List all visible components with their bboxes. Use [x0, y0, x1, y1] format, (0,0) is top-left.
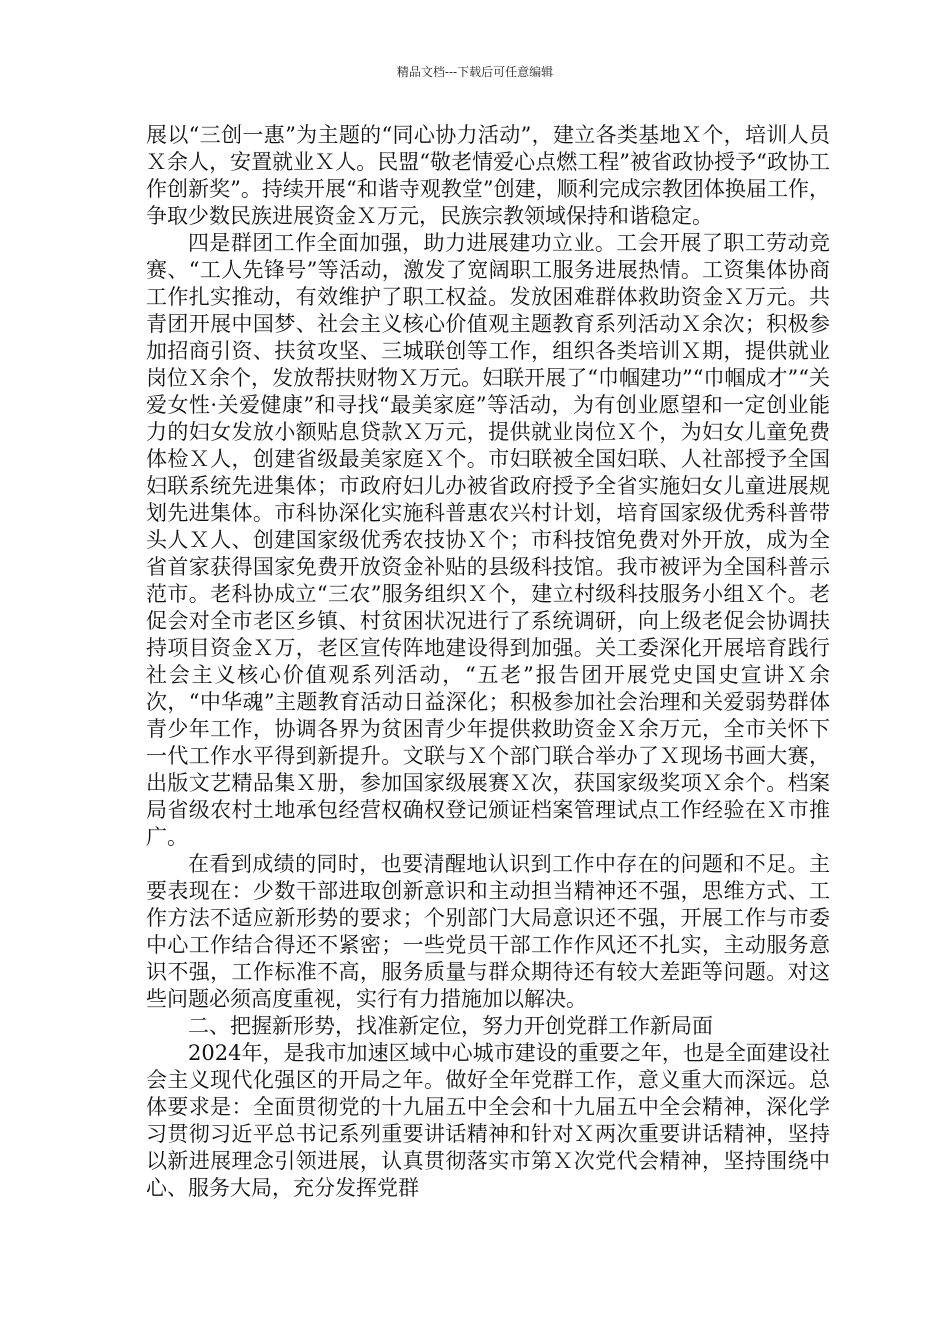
page-header [0, 64, 950, 80]
paragraph-mass-organizations: 四是群团工作全面加强，助力进展建功立业。工会开展了职工劳动竞赛、“工人先锋号”等活动，激发了宽阔职工服务进展热情。工资集体协商工作扎实推动，有效维护了职工权益。发放困难群体救助资金Ｘ万元。共青团开展中国梦、社会主义核心价值观主题教育系列活动Ｘ余次；积极参加招商引资、扶贫攻坚、三城联创等工作，组织各类培训Ｘ期，提供就业岗位Ｘ余个，发放帮扶财物Ｘ万元。妇联开展了“巾帼建功”“巾帼成才”“关爱女性·关爱健康”和寻找“最美家庭”等活动，为有创业愿望和一定创业能力的妇女发放小额贴息贷款Ｘ万元，提供就业岗位Ｘ个，为妇女儿童免费体检Ｘ人，创建省级最美家庭Ｘ个。市妇联被全国妇联、人社部授予全国妇联系统先进集体；市政府妇儿办被省政府授予全省实施妇女儿童进展规划先进集体。市科协深化实施科普惠农兴村计划，培育国家级优秀科普带头人Ｘ人、创建国家级优秀农技协Ｘ个；市科技馆免费对外开放，成为全省首家获得国家免费开放资金补贴的县级科技馆。我市被评为全国科普示范市。老科协成立“三农”服务组织Ｘ个，建立村级科技服务小组Ｘ个。老促会对全市老区乡镇、村贫困状况进行了系统调研，向上级老促会协调扶持项目资金Ｘ万，老区宣传阵地建设得到加强。关工委深化开展培育践行社会主义核心价值观系列活动，“五老”报告团开展党史国史宣讲Ｘ余次，“中华魂”主题教育活动日益深化；积极参加社会治理和关爱弱势群体青少年工作，协调各界为贫困青少年提供救助资金Ｘ余万元，全市关怀下一代工作水平得到新提升。文联与Ｘ个部门联合举办了Ｘ现场书画大赛，出版文艺精品集Ｘ册，参加国家级展赛Ｘ次，获国家级奖项Ｘ余个。档案局省级农村土地承包经营权确权登记颁证档案管理试点工作经验在Ｘ市推广。 [146, 231, 830, 849]
paragraph-problems: 在看到成绩的同时，也要清醒地认识到工作中存在的问题和不足。主要表现在：少数干部进取创新意识和主动担当精神还不强，思维方式、工作方法不适应新形势的要求；个别部门大局意识还不强，开展工作与市委中心工作结合得还不紧密；一些党员干部工作作风还不扎实，主动服务意识不强，工作标准不高，服务质量与群众期待还有较大差距等问题。对这些问题必须高度重视，实行有力措施加以解决。 [146, 852, 830, 1011]
paragraph-continuation: 展以“三创一惠”为主题的“同心协力活动”，建立各类基地Ｘ个，培训人员Ｘ余人，安置就业Ｘ人。民盟“敬老情爱心点燃工程”被省政协授予“政协工作创新奖”。持续开展“和谐寺观教堂”创建，顺利完成宗教团体换届工作，争取少数民族进展资金Ｘ万元，民族宗教领域保持和谐稳定。 [146, 123, 830, 228]
header-text: 精品文档---下载后可任意编辑 [396, 65, 554, 79]
paragraph-2024-outlook: 2024年，是我市加速区域中心城市建设的重要之年，也是全面建设社会主义现代化强区的开局之年。做好全年党群工作，意义重大而深远。总体要求是：全面贯彻党的十九届五中全会和十九届五中全会精神，深化学习贯彻习近平总书记系列重要讲话精神和针对Ｘ两次重要讲话精神，坚持以新进展理念引领进展，认真贯彻落实市第Ｘ次党代会精神，坚持围绕中心、服务大局，充分发挥党群 [146, 1041, 830, 1200]
document-body [146, 122, 830, 1202]
section-heading: 二、把握新形势，找准新定位，努力开创党群工作新局面 [188, 1014, 713, 1038]
